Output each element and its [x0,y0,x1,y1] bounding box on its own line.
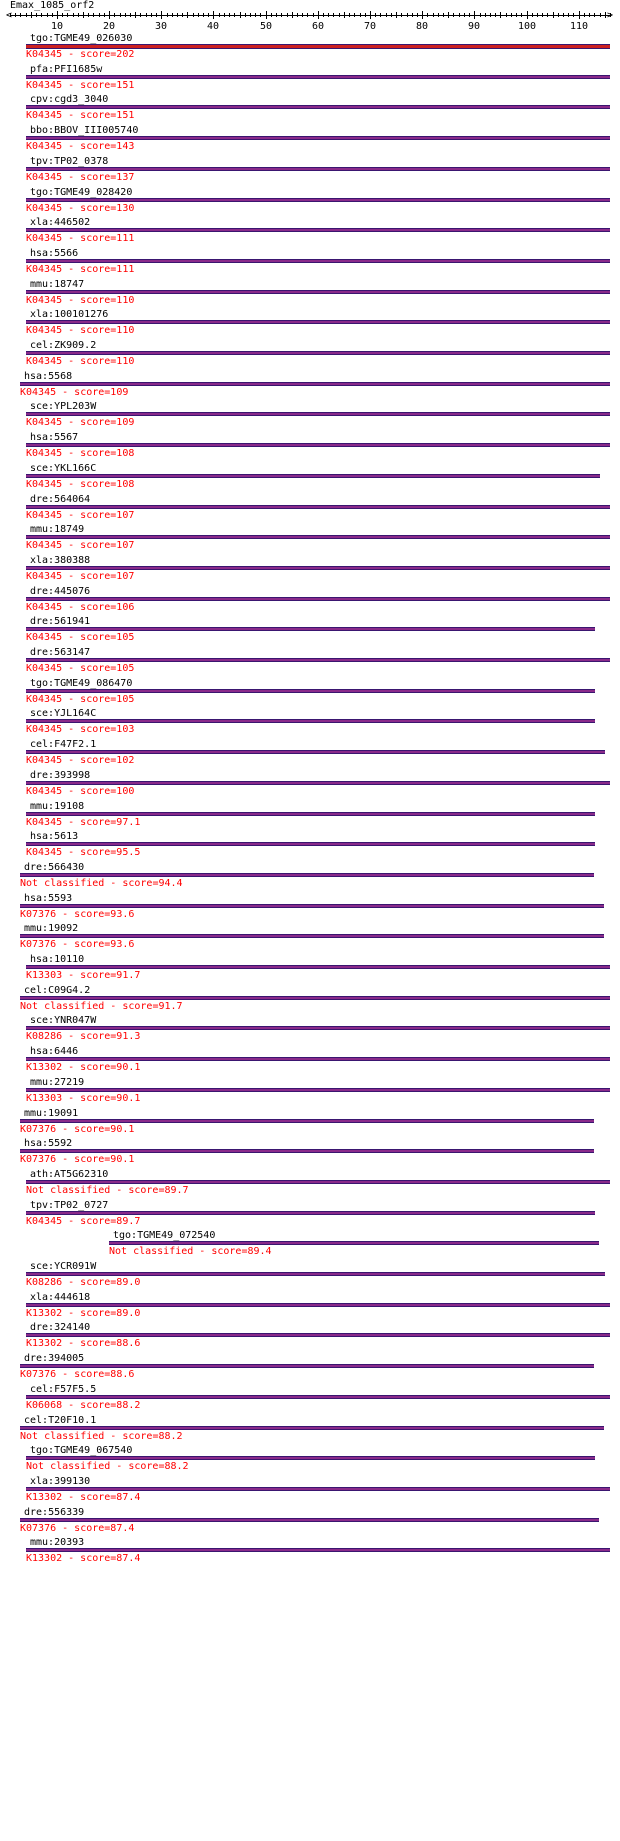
axis-minor-tick [542,13,543,17]
hit-name[interactable]: xla:380388 [30,555,91,566]
hit-name[interactable]: xla:100101276 [30,309,109,320]
hit-name[interactable]: mmu:20393 [30,1537,85,1548]
axis-minor-tick [433,13,434,17]
axis-minor-tick [177,13,178,17]
axis-minor-tick [370,11,371,19]
hit-name[interactable]: dre:445076 [30,586,91,597]
axis-minor-tick [47,13,48,17]
axis-minor-tick [511,13,512,17]
hit-bar[interactable] [20,1364,594,1368]
hit-bar[interactable] [26,842,595,846]
axis-minor-tick [73,13,74,17]
hit-name[interactable]: hsa:5566 [30,248,79,259]
axis-minor-tick [307,13,308,17]
hit-name[interactable]: hsa:5593 [24,893,73,904]
axis-minor-tick [203,13,204,17]
hit-bar[interactable] [26,1548,610,1552]
hit-score: Not classified - score=94.4 [20,878,183,889]
hit-score: K08286 - score=91.3 [26,1031,141,1042]
hit-name[interactable]: dre:393998 [30,770,91,781]
hit-name[interactable]: ath:AT5G62310 [30,1169,109,1180]
axis-minor-tick [260,13,261,17]
hit-name[interactable]: hsa:5613 [30,831,79,842]
axis-minor-tick [365,13,366,17]
axis-minor-tick [99,13,100,17]
hit-score: K04345 - score=100 [26,786,135,797]
hit-name[interactable]: tgo:TGME49_028420 [30,187,133,198]
hit-score: K04345 - score=108 [26,479,135,490]
hit-bar[interactable] [26,750,605,754]
hit-name[interactable]: cel:T20F10.1 [24,1415,97,1426]
hit-score: K04345 - score=137 [26,172,135,183]
axis-minor-tick [67,13,68,17]
hit-bar[interactable] [109,1241,599,1245]
hit-bar[interactable] [26,627,595,631]
hit-bar[interactable] [26,1272,605,1276]
axis-minor-tick [600,13,601,17]
axis-minor-tick [443,13,444,17]
axis-minor-tick [333,13,334,17]
hit-score: K04345 - score=110 [26,325,135,336]
axis-minor-tick [344,12,345,18]
hit-bar[interactable] [26,1088,610,1092]
hit-name[interactable]: hsa:5592 [24,1138,73,1149]
axis-minor-tick [589,13,590,17]
hit-score: K07376 - score=90.1 [20,1154,135,1165]
hit-bar[interactable] [26,1395,610,1399]
hit-bar[interactable] [26,228,610,232]
hit-score: K04345 - score=105 [26,663,135,674]
hit-name[interactable]: bbo:BBOV_III005740 [30,125,139,136]
hit-name[interactable]: mmu:27219 [30,1077,85,1088]
hit-score: Not classified - score=89.7 [26,1185,189,1196]
axis-minor-tick [208,13,209,17]
hit-score: K07376 - score=93.6 [20,939,135,950]
hit-score: K04345 - score=103 [26,724,135,735]
axis-minor-tick [276,13,277,17]
axis-minor-tick [553,12,554,18]
hit-score: K13302 - score=90.1 [26,1062,141,1073]
hit-name[interactable]: sce:YCR091W [30,1261,97,1272]
axis-minor-tick [88,13,89,17]
hit-bar[interactable] [26,443,610,447]
hit-bar[interactable] [26,597,610,601]
hit-score: K07376 - score=93.6 [20,909,135,920]
hit-bar[interactable] [20,934,604,938]
hit-bar[interactable] [26,1026,610,1030]
axis-minor-tick [198,13,199,17]
axis-right-arrow-icon: > [607,10,614,21]
hit-score: K04345 - score=106 [26,602,135,613]
hit-score: Not classified - score=88.2 [26,1461,189,1472]
hit-bar[interactable] [26,781,610,785]
axis-minor-tick [161,11,162,19]
hit-score: K04345 - score=109 [26,417,135,428]
hit-name[interactable]: mmu:19092 [24,923,79,934]
hit-name[interactable]: hsa:5567 [30,432,79,443]
hit-bar[interactable] [26,136,610,140]
axis-minor-tick [292,12,293,18]
axis-minor-tick [26,13,27,17]
axis-minor-tick [62,13,63,17]
axis-ruler [10,15,610,16]
axis-tick-label: 70 [363,21,377,32]
hit-bar[interactable] [26,1456,595,1460]
hit-bar[interactable] [26,412,610,416]
hit-name[interactable]: tgo:TGME49_086470 [30,678,133,689]
hit-score: K04345 - score=130 [26,203,135,214]
axis-minor-tick [266,11,267,19]
hit-score: K04345 - score=95.5 [26,847,141,858]
hit-bar[interactable] [26,535,610,539]
hit-name[interactable]: cel:F57F5.5 [30,1384,97,1395]
hit-bar[interactable] [26,351,610,355]
axis-minor-tick [380,13,381,17]
axis-minor-tick [318,11,319,19]
axis-minor-tick [93,13,94,17]
hit-score: K04345 - score=110 [26,356,135,367]
axis-minor-tick [15,13,16,17]
axis-minor-tick [36,13,37,17]
hit-score: K04345 - score=151 [26,110,135,121]
hit-name[interactable]: mmu:19108 [30,801,85,812]
axis-minor-tick [422,11,423,19]
axis-tick-label: 90 [467,21,481,32]
axis-minor-tick [234,13,235,17]
hit-score: K04345 - score=143 [26,141,135,152]
axis-minor-tick [219,13,220,17]
axis-minor-tick [584,13,585,17]
axis-minor-tick [427,13,428,17]
hit-score: K04345 - score=202 [26,49,135,60]
axis-minor-tick [547,13,548,17]
axis-tick-label: 110 [569,21,589,32]
axis-minor-tick [563,13,564,17]
hit-name[interactable]: xla:444618 [30,1292,91,1303]
hit-name[interactable]: sce:YJL164C [30,708,97,719]
query-title: Emax_1085_orf2 [10,0,95,11]
axis-tick-label: 100 [517,21,537,32]
axis-minor-tick [146,13,147,17]
hit-score: K06068 - score=88.2 [26,1400,141,1411]
hit-name[interactable]: cpv:cgd3_3040 [30,94,109,105]
hit-bar[interactable] [20,996,610,1000]
hit-name[interactable]: pfa:PFI1685w [30,64,103,75]
axis-minor-tick [375,13,376,17]
hit-name[interactable]: dre:563147 [30,647,91,658]
hit-name[interactable]: dre:566430 [24,862,85,873]
hit-bar[interactable] [26,719,595,723]
axis-minor-tick [250,13,251,17]
axis-minor-tick [52,13,53,17]
hit-score: K04345 - score=107 [26,540,135,551]
axis-minor-tick [485,13,486,17]
hit-score: K04345 - score=107 [26,571,135,582]
axis-minor-tick [605,12,606,18]
hit-score: Not classified - score=91.7 [20,1001,183,1012]
axis-minor-tick [579,11,580,19]
hit-bar[interactable] [20,1426,604,1430]
hit-bar[interactable] [26,167,610,171]
axis-tick-label: 60 [311,21,325,32]
hit-bar[interactable] [26,566,610,570]
axis-minor-tick [506,13,507,17]
axis-minor-tick [474,11,475,19]
hit-score: K04345 - score=97.1 [26,817,141,828]
hit-bar[interactable] [26,1180,610,1184]
axis-minor-tick [255,13,256,17]
hit-bar[interactable] [26,75,610,79]
hit-bar[interactable] [26,1303,610,1307]
hit-bar[interactable] [26,505,610,509]
axis-minor-tick [573,13,574,17]
hit-name[interactable]: dre:561941 [30,616,91,627]
hit-score: K04345 - score=111 [26,233,135,244]
hit-name[interactable]: cel:C09G4.2 [24,985,91,996]
axis-minor-tick [213,11,214,19]
hit-bar[interactable] [26,1211,595,1215]
axis-minor-tick [20,13,21,17]
axis-minor-tick [537,13,538,17]
hit-score: K04345 - score=107 [26,510,135,521]
hit-bar[interactable] [26,965,610,969]
axis-minor-tick [31,12,32,18]
axis-minor-tick [490,13,491,17]
axis-minor-tick [193,13,194,17]
hit-name[interactable]: cel:F47F2.1 [30,739,97,750]
hit-score: K13303 - score=90.1 [26,1093,141,1104]
hit-name[interactable]: tgo:TGME49_072540 [113,1230,216,1241]
hit-score: K04345 - score=105 [26,632,135,643]
axis-left-arrow-icon: < [6,10,13,21]
axis-minor-tick [495,13,496,17]
axis-minor-tick [83,12,84,18]
axis-minor-tick [135,12,136,18]
hit-name[interactable]: sce:YPL203W [30,401,97,412]
hit-bar[interactable] [26,259,610,263]
axis-minor-tick [313,13,314,17]
axis-minor-tick [469,13,470,17]
hit-name[interactable]: mmu:18749 [30,524,85,535]
axis-minor-tick [167,13,168,17]
hit-bar[interactable] [20,1149,594,1153]
hit-score: K04345 - score=102 [26,755,135,766]
hit-score: K04345 - score=89.7 [26,1216,141,1227]
hit-bar[interactable] [26,812,595,816]
axis-tick-label: 50 [259,21,273,32]
axis-minor-tick [401,13,402,17]
hit-name[interactable]: xla:399130 [30,1476,91,1487]
hit-name[interactable]: hsa:10110 [30,954,85,965]
axis-tick-label: 80 [415,21,429,32]
axis-minor-tick [302,13,303,17]
hit-score: K07376 - score=90.1 [20,1124,135,1135]
hit-score: K13303 - score=91.7 [26,970,141,981]
axis-minor-tick [187,12,188,18]
axis-minor-tick [407,13,408,17]
hit-name[interactable]: mmu:18747 [30,279,85,290]
axis-minor-tick [396,12,397,18]
axis-minor-tick [464,13,465,17]
axis-minor-tick [151,13,152,17]
hit-bar[interactable] [26,1487,610,1491]
axis-minor-tick [156,13,157,17]
hit-score: Not classified - score=89.4 [109,1246,272,1257]
hit-bar[interactable] [20,873,594,877]
axis-minor-tick [438,13,439,17]
axis-minor-tick [104,13,105,17]
hit-bar[interactable] [26,105,610,109]
axis-minor-tick [448,12,449,18]
hit-name[interactable]: mmu:19091 [24,1108,79,1119]
axis-minor-tick [500,12,501,18]
hit-name[interactable]: sce:YNR047W [30,1015,97,1026]
axis-minor-tick [386,13,387,17]
axis-minor-tick [417,13,418,17]
axis-tick-label: 20 [102,21,116,32]
hit-name[interactable]: dre:564064 [30,494,91,505]
axis-minor-tick [57,11,58,19]
axis-minor-tick [271,13,272,17]
hit-score: K08286 - score=89.0 [26,1277,141,1288]
hit-score: Not classified - score=88.2 [20,1431,183,1442]
hit-name[interactable]: hsa:5568 [24,371,73,382]
axis-minor-tick [140,13,141,17]
axis-minor-tick [245,13,246,17]
hit-name[interactable]: tpv:TP02_0378 [30,156,109,167]
axis-tick-label: 30 [154,21,168,32]
hit-bar[interactable] [26,1057,610,1061]
axis-minor-tick [459,13,460,17]
axis-minor-tick [287,13,288,17]
hit-bar[interactable] [20,1518,599,1522]
hit-name[interactable]: dre:394005 [24,1353,85,1364]
axis-minor-tick [453,13,454,17]
hit-name[interactable]: sce:YKL166C [30,463,97,474]
hit-name[interactable]: dre:556339 [24,1507,85,1518]
axis-minor-tick [130,13,131,17]
axis-minor-tick [568,13,569,17]
axis-minor-tick [125,13,126,17]
axis-minor-tick [41,13,42,17]
hit-score: K04345 - score=111 [26,264,135,275]
hit-bar[interactable] [26,689,595,693]
axis-minor-tick [532,13,533,17]
axis-minor-tick [412,13,413,17]
hit-bar[interactable] [26,1333,610,1337]
axis-minor-tick [172,13,173,17]
axis-minor-tick [328,13,329,17]
hit-name[interactable]: hsa:6446 [30,1046,79,1057]
hit-score: K07376 - score=87.4 [20,1523,135,1534]
hit-name[interactable]: tgo:TGME49_067540 [30,1445,133,1456]
axis-minor-tick [240,12,241,18]
axis-minor-tick [516,13,517,17]
hit-name[interactable]: cel:ZK909.2 [30,340,97,351]
axis-minor-tick [114,13,115,17]
axis-minor-tick [339,13,340,17]
hit-name[interactable]: xla:446502 [30,217,91,228]
axis-minor-tick [224,13,225,17]
axis-minor-tick [229,13,230,17]
hit-score: K13302 - score=89.0 [26,1308,141,1319]
axis-minor-tick [527,11,528,19]
hit-bar[interactable] [20,1119,594,1123]
axis-minor-tick [558,13,559,17]
hit-name[interactable]: tpv:TP02_0727 [30,1200,109,1211]
axis-minor-tick [182,13,183,17]
axis-minor-tick [323,13,324,17]
hit-bar[interactable] [26,474,600,478]
hit-score: K04345 - score=151 [26,80,135,91]
hit-score: K04345 - score=108 [26,448,135,459]
axis-minor-tick [521,13,522,17]
hit-score: K13302 - score=87.4 [26,1492,141,1503]
hit-score: K04345 - score=109 [20,387,129,398]
hit-name[interactable]: tgo:TGME49_026030 [30,33,133,44]
hit-bar[interactable] [20,382,610,386]
axis-tick-label: 10 [50,21,64,32]
hit-score: K07376 - score=88.6 [20,1369,135,1380]
axis-minor-tick [480,13,481,17]
hit-bar[interactable] [26,320,610,324]
hit-bar[interactable] [20,904,604,908]
axis-minor-tick [78,13,79,17]
hit-bar[interactable] [26,658,610,662]
axis-minor-tick [297,13,298,17]
axis-minor-tick [594,13,595,17]
axis-minor-tick [281,13,282,17]
hit-score: K13302 - score=88.6 [26,1338,141,1349]
axis-minor-tick [109,11,110,19]
axis-minor-tick [354,13,355,17]
hit-score: K13302 - score=87.4 [26,1553,141,1564]
axis-minor-tick [349,13,350,17]
hit-score: K04345 - score=110 [26,295,135,306]
axis-minor-tick [120,13,121,17]
hit-name[interactable]: dre:324140 [30,1322,91,1333]
axis-tick-label: 40 [206,21,220,32]
hit-bar[interactable] [26,198,610,202]
hit-score: K04345 - score=105 [26,694,135,705]
axis-minor-tick [360,13,361,17]
hit-bar[interactable] [26,290,610,294]
axis-minor-tick [391,13,392,17]
